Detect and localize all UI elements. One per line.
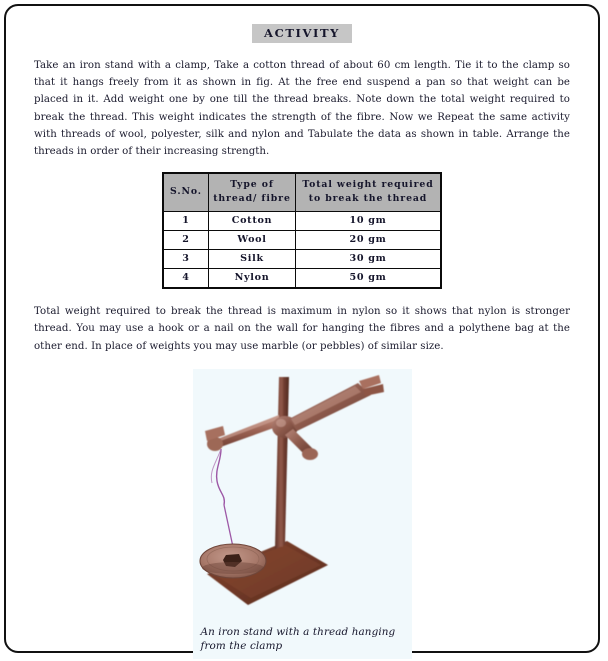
column-header-type — [209, 173, 296, 212]
column-header-weight — [296, 173, 442, 212]
intro-paragraph: Take an iron stand with a clamp, Take a cotton thread of about 60 cm length. Tie it to the clamp so that it hangs freely from it as shown in fig. At the free end suspend a pan so that weight can be placed in it. Add weight one by one till the thread breaks. Note down the total weight required to break the thread. This weight indicates the strength of the fibre. Now we Repeat the same activity with threads of wool, polyester, silk and nylon and Tabulate the data as shown in table. Arrange the threads in order of their increasing strength. — [34, 60, 570, 158]
cell-weight: 30 gm — [296, 250, 442, 269]
conclusion-paragraph: Total weight required to break the thread is maximum in nylon so it shows that nylon is stronger thread. You may use a hook or a nail on the wall for hanging the fibres and a polythene bag at the other end. In place of weights you may use marble (or pebbles) of similar size. — [34, 306, 570, 352]
table-container — [34, 172, 570, 289]
cell-sno: 4 — [163, 269, 209, 289]
figure-container — [34, 369, 570, 659]
page-content — [6, 6, 598, 651]
table-header-row — [163, 173, 441, 212]
cell-type: Silk — [209, 250, 296, 269]
column-header-weight-line2: to break the thread — [308, 193, 428, 205]
column-header-type-line2: thread/ fibre — [213, 193, 291, 205]
table-row — [163, 250, 441, 269]
cell-type: Cotton — [209, 212, 296, 231]
page-title: ACTIVITY — [252, 24, 352, 43]
title-row — [34, 22, 570, 43]
figure-caption: An iron stand with a thread hanging from the clamp — [200, 625, 396, 652]
column-header-type-line1: Type of — [230, 179, 274, 191]
cell-sno: 3 — [163, 250, 209, 269]
activity-page-border — [4, 4, 600, 653]
table-row — [163, 212, 441, 231]
cell-sno: 2 — [163, 231, 209, 250]
cell-weight: 20 gm — [296, 231, 442, 250]
table-row — [163, 269, 441, 289]
thread-strength-table — [162, 172, 442, 289]
cell-type: Nylon — [209, 269, 296, 289]
cell-weight: 50 gm — [296, 269, 442, 289]
table-header — [163, 173, 441, 212]
column-header-sno: S.No. — [163, 173, 209, 212]
column-header-weight-line1: Total weight required — [302, 179, 434, 191]
iron-stand-illustration — [193, 369, 412, 659]
table-body — [163, 212, 441, 289]
cell-weight: 10 gm — [296, 212, 442, 231]
iron-stand-photo — [193, 369, 412, 659]
table-row — [163, 231, 441, 250]
cell-sno: 1 — [163, 212, 209, 231]
clamp-screw-knob — [302, 448, 318, 460]
cell-type: Wool — [209, 231, 296, 250]
